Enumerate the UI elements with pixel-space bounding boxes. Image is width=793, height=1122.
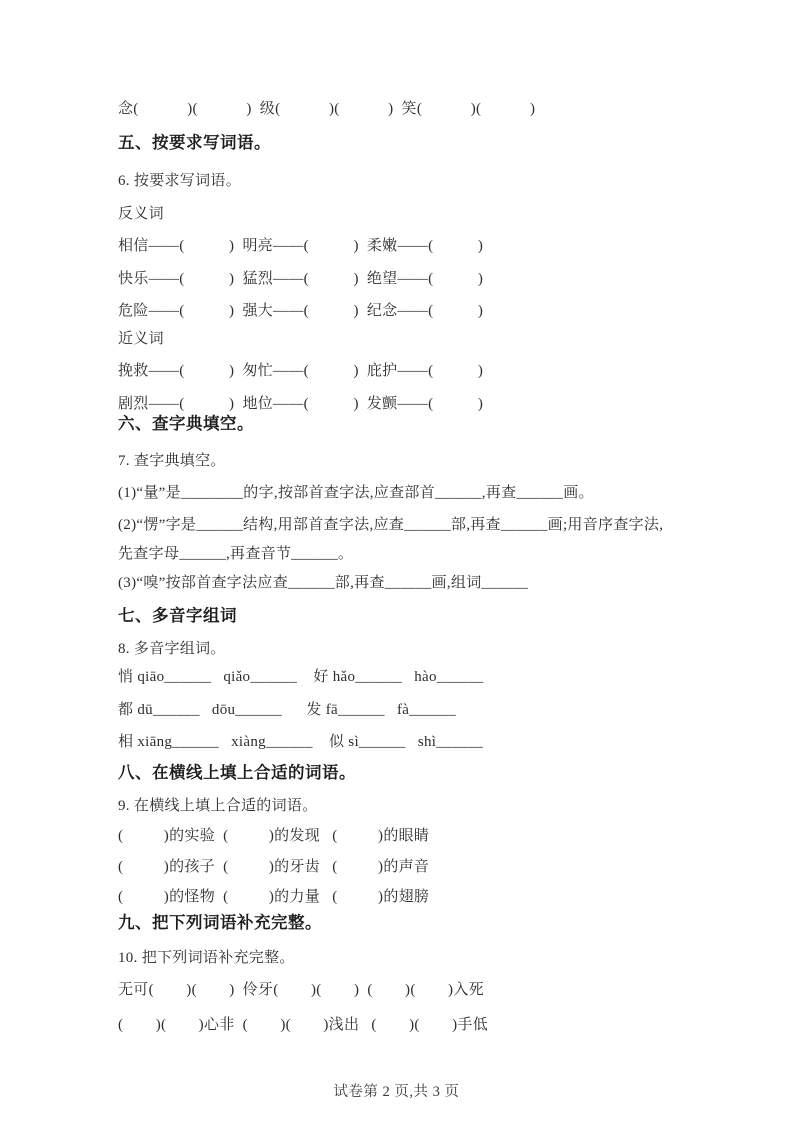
page-footer: 试卷第 2 页,共 3 页 (333, 1084, 460, 1100)
synonyms-label: 近义词 (118, 331, 164, 347)
question-9: 9. 在横线上填上合适的词语。 (118, 798, 318, 814)
dictionary-part-2-continuation: 先查字母______,再查音节______。 (118, 546, 354, 562)
polyphone-row: 相 xiāng______ xiàng______ 似 sì______ shì______ (118, 734, 484, 750)
idiom-fill-row: ( )( )心非 ( )( )浅出 ( )( )手低 (118, 1017, 488, 1033)
section9-heading: 九、把下列词语补充完整。 (118, 913, 322, 932)
section6-heading: 六、查字典填空。 (118, 414, 254, 433)
section7-heading: 七、多音字组词 (118, 606, 237, 625)
section5-heading: 五、按要求写词语。 (118, 133, 271, 152)
synonym-row: 剧烈——( ) 地位——( ) 发颤——( ) (118, 396, 484, 412)
phrase-fill-row: ( )的孩子 ( )的牙齿 ( )的声音 (118, 859, 430, 875)
synonym-row: 挽救——( ) 匆忙——( ) 庇护——( ) (118, 363, 484, 379)
antonym-row: 快乐——( ) 猛烈——( ) 绝望——( ) (118, 271, 484, 287)
section8-heading: 八、在横线上填上合适的词语。 (118, 763, 356, 782)
antonyms-label: 反义词 (118, 206, 164, 222)
dictionary-part-1: (1)“量”是________的字,按部首查字法,应查部首______,再查______画。 (118, 485, 594, 501)
dictionary-part-3: (3)“嗅”按部首查字法应查______部,再查______画,组词______ (118, 575, 529, 591)
antonym-row: 相信——( ) 明亮——( ) 柔嫩——( ) (118, 238, 484, 254)
question-8: 8. 多音字组词。 (118, 641, 226, 657)
polyphone-row: 悄 qiāo______ qiǎo______ 好 hǎo______ hào______ (118, 669, 484, 685)
word-fill-line: 念( )( ) 级( )( ) 笑( )( ) (118, 101, 536, 117)
question-6: 6. 按要求写词语。 (118, 173, 242, 189)
question-7: 7. 查字典填空。 (118, 453, 226, 469)
idiom-fill-row: 无可( )( ) 伶牙( )( ) ( )( )入死 (118, 982, 484, 998)
polyphone-row: 都 dū______ dōu______ 发 fā______ fà______ (118, 702, 457, 718)
dictionary-part-2: (2)“愣”字是______结构,用部首查字法,应查______部,再查______画;用音序查字法, (118, 517, 664, 533)
phrase-fill-row: ( )的实验 ( )的发现 ( )的眼睛 (118, 828, 430, 844)
phrase-fill-row: ( )的怪物 ( )的力量 ( )的翅膀 (118, 889, 430, 905)
question-10: 10. 把下列词语补充完整。 (118, 950, 295, 966)
antonym-row: 危险——( ) 强大——( ) 纪念——( ) (118, 303, 484, 319)
